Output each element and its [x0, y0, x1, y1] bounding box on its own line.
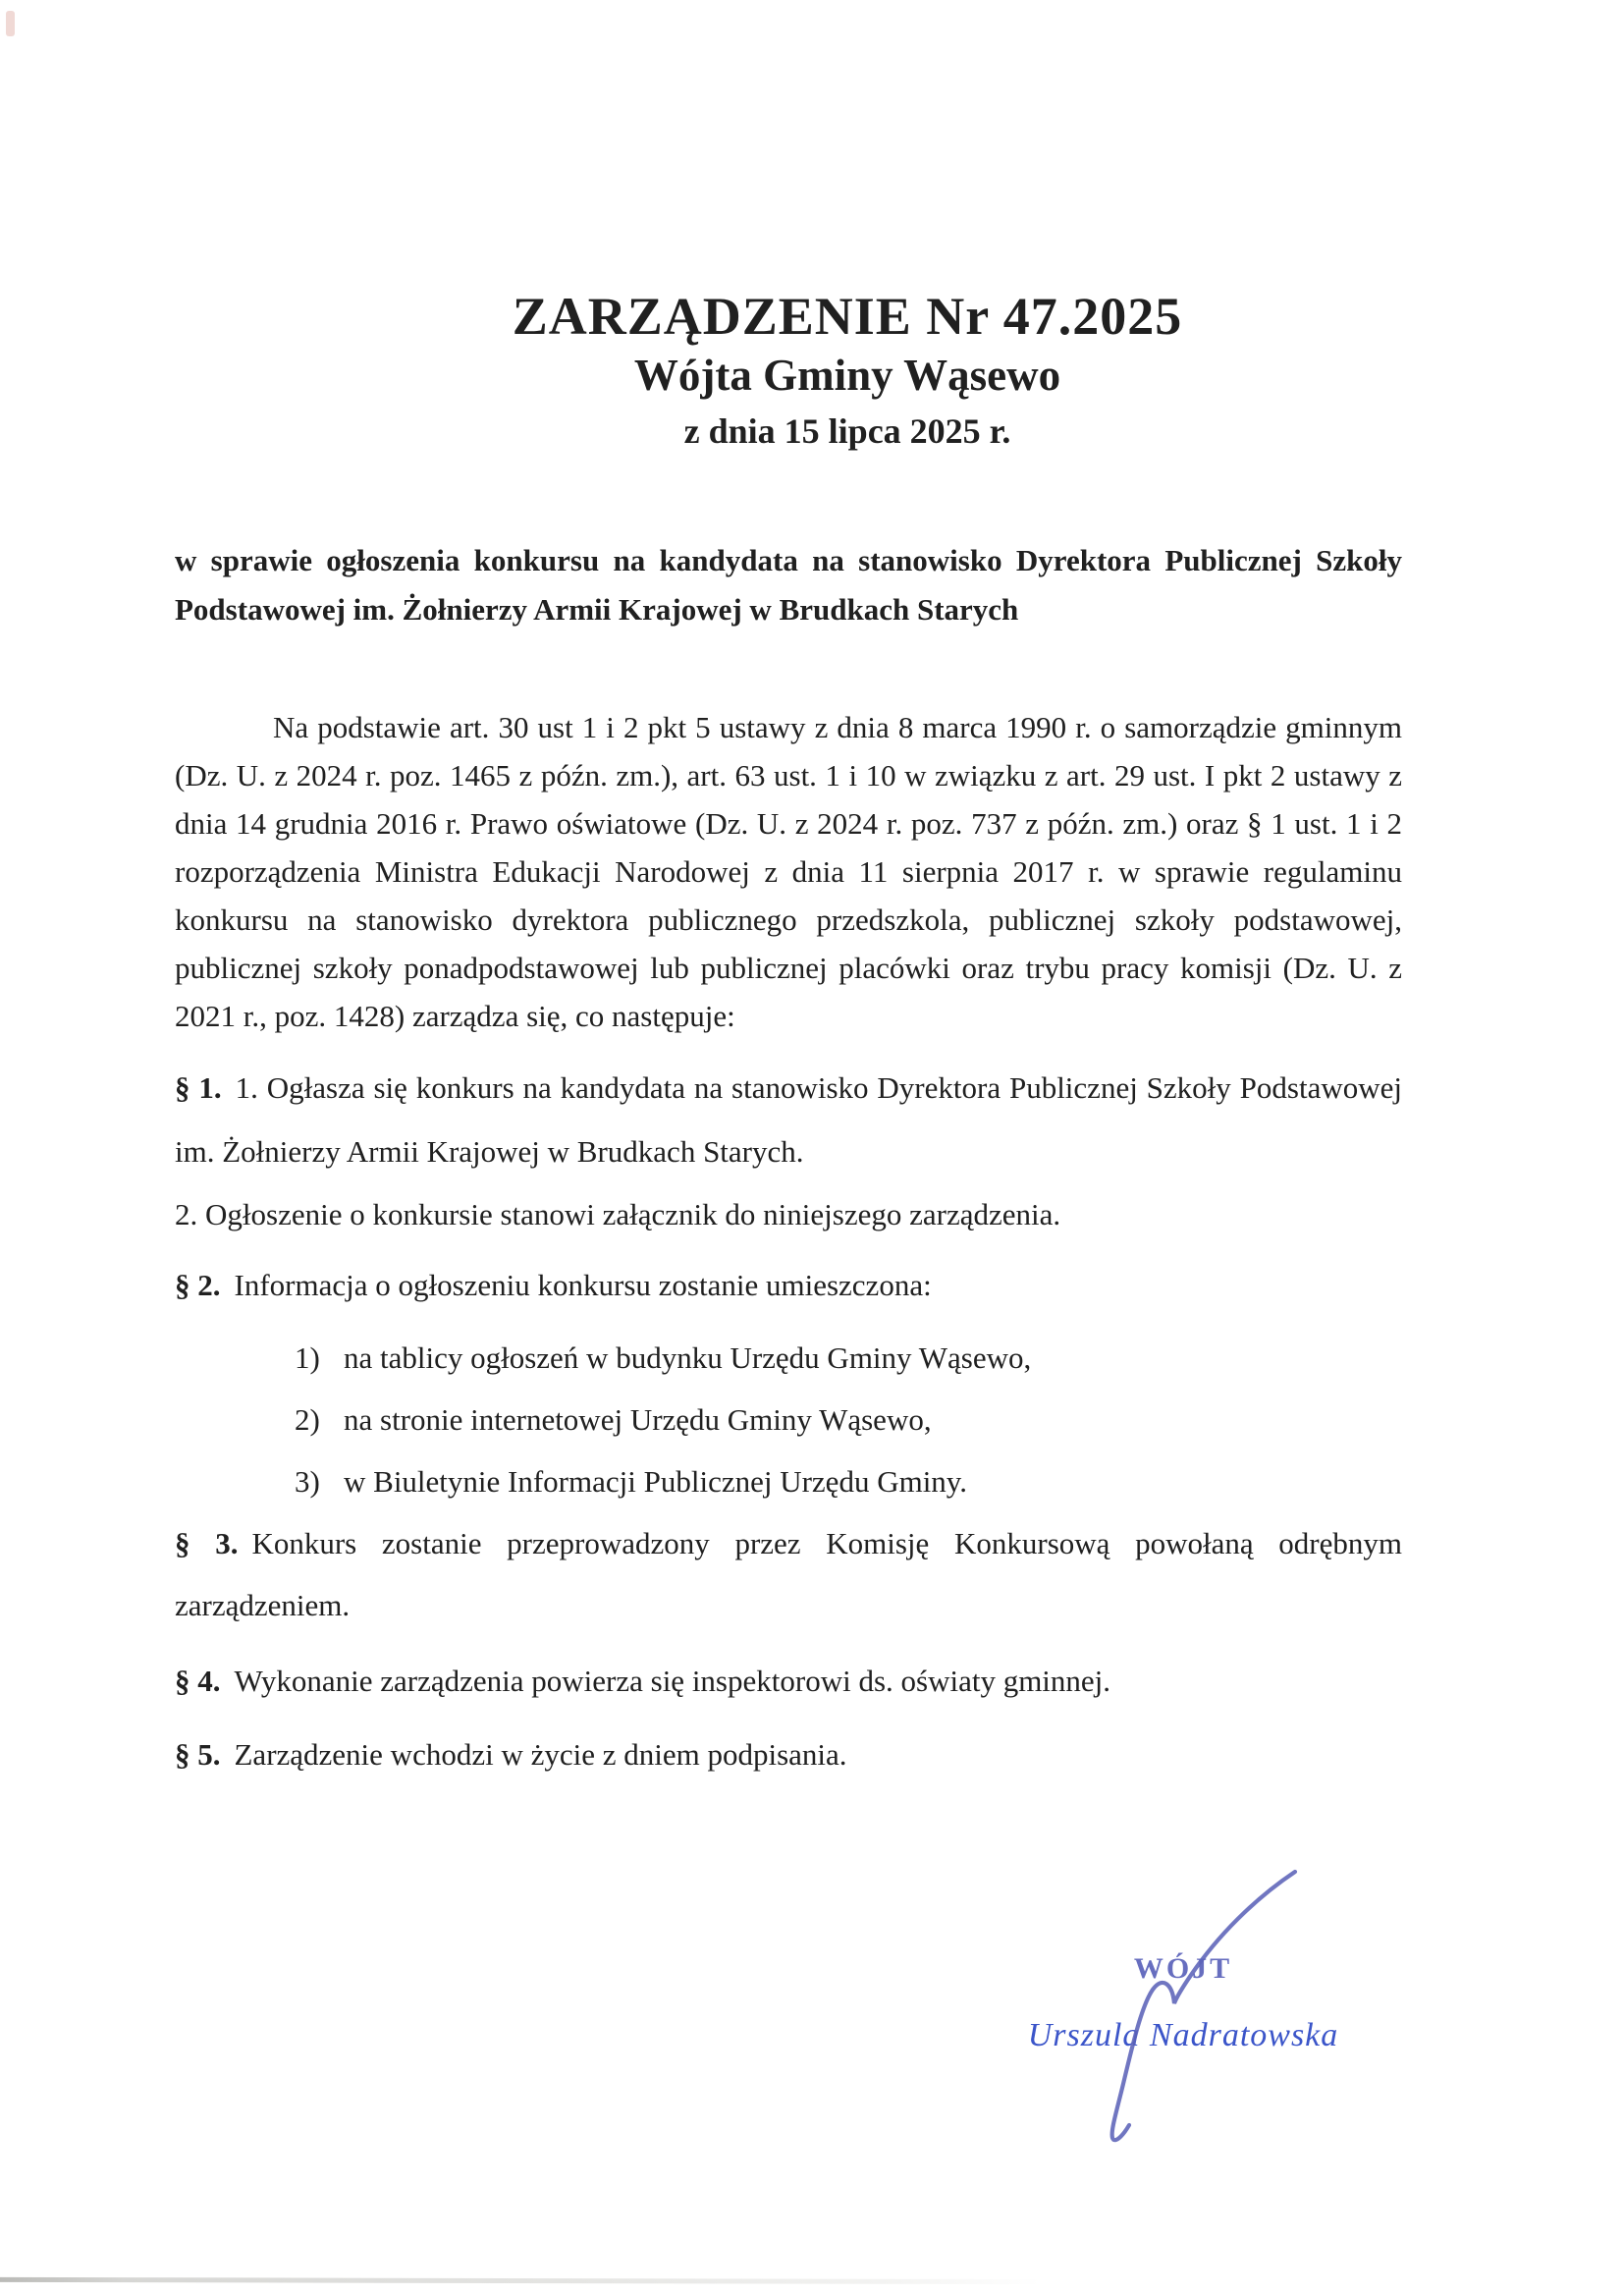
section-2-text: Informacja o ogłoszeniu konkursu zostanie umieszczona:: [234, 1268, 932, 1302]
document-header: [293, 0, 1402, 456]
section-5-paragraph: [175, 1723, 1402, 1785]
section-1-text: 1. Ogłasza się konkurs na kandydata na stanowisko Dyrektora Publicznej Szkoły Podstawowej im. Żołnierzy Armii Krajowej w Brudkach Starych.: [175, 1070, 1402, 1169]
signature-role-stamp: WÓJT: [1133, 1952, 1233, 1985]
section-3-paragraph: [175, 1512, 1402, 1636]
item-text: na stronie internetowej Urzędu Gminy Wąsewo,: [344, 1402, 932, 1437]
item-text: w Biuletynie Informacji Publicznej Urzędu Gminy.: [344, 1464, 968, 1499]
list-item: [295, 1450, 1402, 1512]
item-number: 2): [295, 1402, 320, 1437]
section-3-text: Konkurs zostanie przeprowadzony przez Komisję Konkursową powołaną odrębnym zarządzeniem.: [175, 1526, 1403, 1622]
signature-name-stamp: Urszula Nadratowska: [1027, 2017, 1339, 2053]
document-issuer: Wójta Gminy Wąsewo: [633, 351, 1061, 400]
announcement-locations-list: [295, 1327, 1402, 1512]
section-4-marker: § 4.: [175, 1664, 221, 1698]
section-4-text: Wykonanie zarządzenia powierza się inspektorowi ds. oświaty gminnej.: [234, 1664, 1111, 1698]
section-3-marker: § 3.: [175, 1526, 239, 1560]
scan-artifact-line: [0, 2277, 1041, 2284]
section-5-text: Zarządzenie wchodzi w życie z dniem podpisania.: [234, 1737, 847, 1772]
document-subject: w sprawie ogłoszenia konkursu na kandydata na stanowisko Dyrektora Publicznej Szkoły Podstawowej im. Żołnierzy Armii Krajowej w Brudkach Starych: [175, 543, 1402, 627]
list-item: [295, 1327, 1402, 1389]
section-1-paragraph-1: [175, 1056, 1402, 1183]
section-1-paragraph-2: 2. Ogłoszenie o konkursie stanowi załącznik do niniejszego zarządzenia.: [175, 1197, 1061, 1231]
section-4-paragraph: [175, 1650, 1402, 1712]
document-content: [175, 0, 1402, 1785]
section-2-paragraph: [175, 1254, 1402, 1317]
section-1-marker: § 1.: [175, 1070, 222, 1105]
signature-block: [997, 1952, 1370, 2054]
document-date: z dnia 15 lipca 2025 r.: [683, 411, 1011, 451]
item-number: 1): [295, 1340, 320, 1375]
list-item: [295, 1389, 1402, 1450]
scan-artifact-speck: [6, 11, 15, 36]
item-text: na tablicy ogłoszeń w budynku Urzędu Gminy Wąsewo,: [344, 1340, 1032, 1375]
legal-basis-paragraph: Na podstawie art. 30 ust 1 i 2 pkt 5 ustawy z dnia 8 marca 1990 r. o samorządzie gminnym (Dz. U. z 2024 r. poz. 1465 z późn. zm.), art. 63 ust. 1 i 10 w związku z art. 29 ust. I pkt 2 ustawy z dnia 14 grudnia 2016 r. Prawo oświatowe (Dz. U. z 2024 r. poz. 737 z późn. zm.) oraz § 1 ust. 1 i 2 rozporządzenia Ministra Edukacji Narodowej z dnia 11 sierpnia 2017 r. w sprawie regulaminu konkursu na stanowisko dyrektora publicznego przedszkola, publicznej szkoły podstawowej, publicznej szkoły ponadpodstawowej lub publicznej placówki oraz trybu pracy komisji (Dz. U. z 2021 r., poz. 1428) zarządza się, co następuje:: [175, 710, 1402, 1033]
item-number: 3): [295, 1464, 320, 1499]
document-title: ZARZĄDZENIE Nr 47.2025: [512, 287, 1183, 346]
section-5-marker: § 5.: [175, 1737, 221, 1772]
section-2-marker: § 2.: [175, 1268, 221, 1302]
